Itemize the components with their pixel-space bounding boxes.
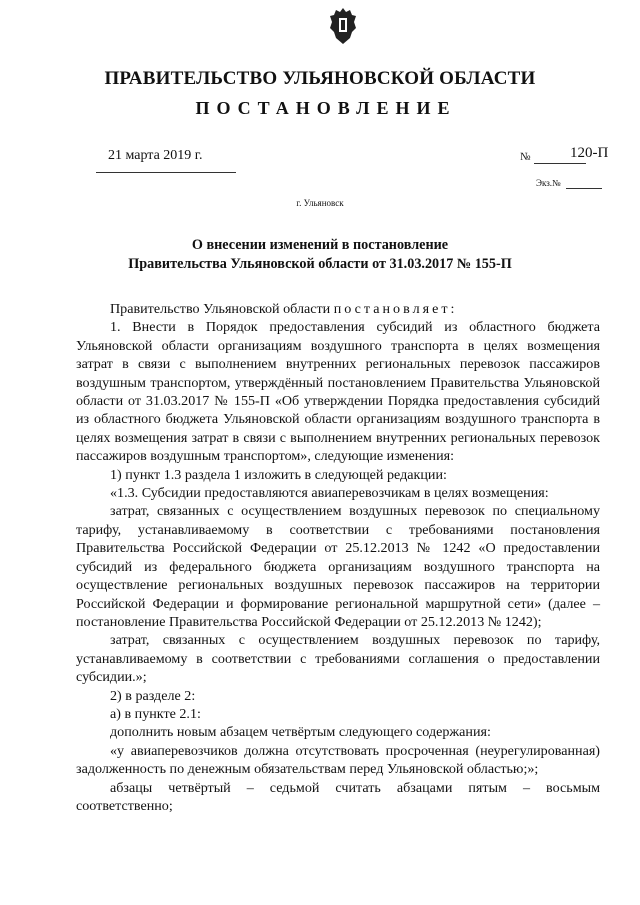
paragraph: 2) в разделе 2: [110, 687, 196, 704]
paragraph: 1) пункт 1.3 раздела 1 изложить в следующей редакции: [110, 466, 447, 483]
document-body [76, 300, 600, 815]
date-underline [96, 172, 236, 173]
paragraph: «1.3. Субсидии предоставляются авиаперевозчикам в целях возмещения: [110, 485, 549, 502]
paragraph: а) в пункте 2.1: [110, 705, 201, 722]
copy-number-label: Экз.№ [536, 178, 561, 188]
document-title [0, 236, 640, 274]
document-number: 120-П [570, 145, 609, 161]
paragraph: абзацы четвёртый – седьмой считать абзацами пятым – восьмым соответственно; [76, 779, 600, 814]
paragraph: затрат, связанных с осуществлением воздушных перевозок по тарифу, устанавливаемому в соответствии с требованиями соглашения о предоставлении субсидии.»; [76, 632, 600, 686]
copy-number-underline [566, 188, 602, 189]
government-name: ПРАВИТЕЛЬСТВО УЛЬЯНОВСКОЙ ОБЛАСТИ [104, 68, 536, 89]
intro-keyword: постановляет: [333, 301, 458, 317]
paragraph: дополнить новым абзацем четвёртым следующего содержания: [110, 724, 491, 741]
paragraph: «у авиаперевозчиков должна отсутствовать просроченная (неурегулированная) задолженность по денежным обязательствам перед Ульяновской областью;»; [76, 742, 600, 778]
intro-text: Правительство Ульяновской области [110, 301, 334, 317]
number-label: № [520, 151, 531, 163]
paragraph: 1. Внести в Порядок предоставления субсидий из областного бюджета Ульяновской области организациям воздушного транспорта в целях возмещения затрат в связи с выполнением внутренних региональных перевозок пассажиров воздушным транспортом, утверждённый постановлением Правительства Ульяновской области от 31.03.2017 № 155-П «Об утверждении Порядка предоставления субсидий из областного бюджета Ульяновской области организациям воздушного транспорта в целях возмещения затрат в связи с выполнением внутренних региональных перевозок пассажиров воздушным транспортом», следующие изменения: [76, 319, 600, 465]
document-date: 21 марта 2019 г. [108, 148, 203, 163]
city: г. Ульяновск [296, 198, 344, 208]
coat-of-arms-emblem [328, 6, 358, 46]
intro-paragraph [76, 300, 600, 318]
document-type: ПОСТАНОВЛЕНИЕ [195, 98, 457, 118]
title-line-2: Правительства Ульяновской области от 31.03.2017 № 155-П [128, 256, 512, 272]
title-line-1: О внесении изменений в постановление [191, 237, 449, 253]
paragraph: затрат, связанных с осуществлением воздушных перевозок по специальному тарифу, устанавливаемому в соответствии с требованиями постановления Правительства Российской Федерации от 25.12.2013 № 1242 «О предоставлении субсидий из федерального бюджета организациям воздушного транспорта на осуществление региональных воздушных перевозок пассажиров на территории Российской Федерации и формирование региональной маршрутной сети» (далее – постановление Правительства Российской Федерации от 25.12.2013 № 1242); [76, 503, 600, 630]
number-underline [534, 163, 586, 164]
